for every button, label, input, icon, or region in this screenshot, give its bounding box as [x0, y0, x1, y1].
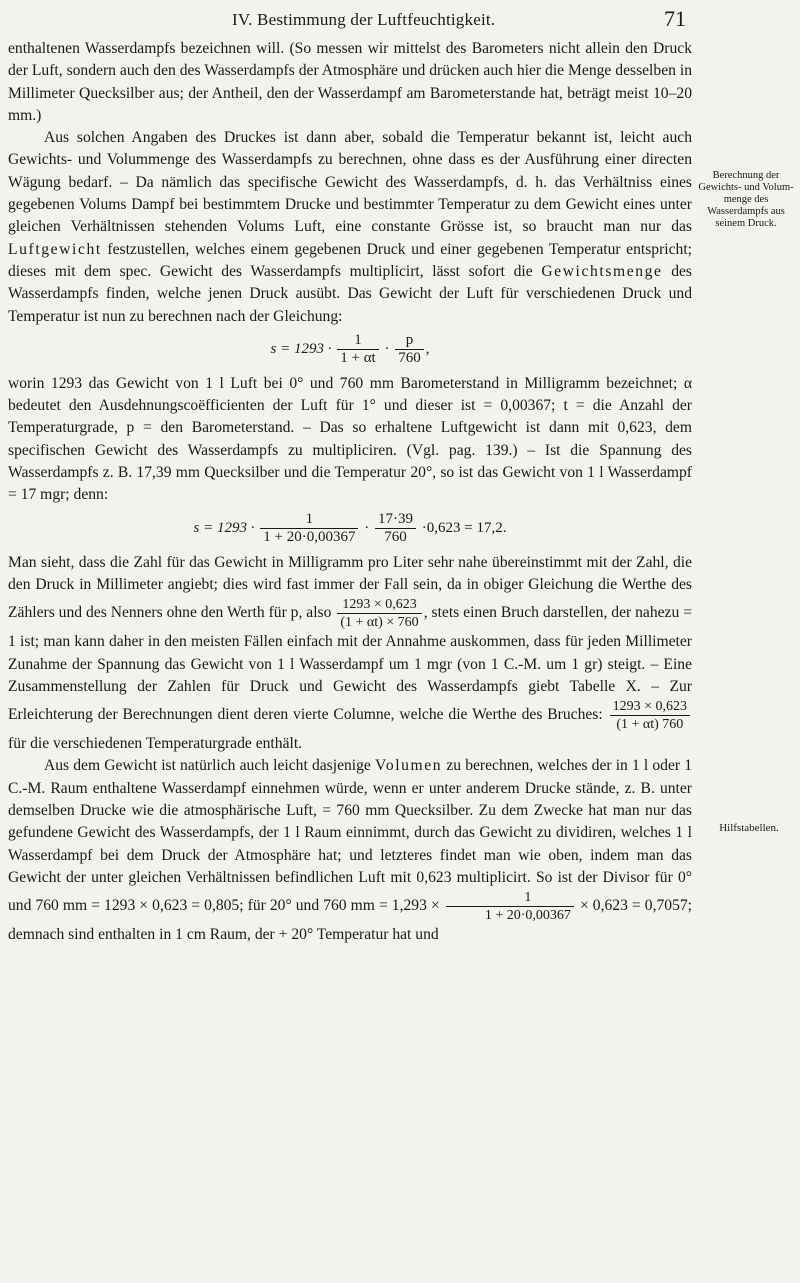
emphasis-volumen: Volumen — [374, 757, 443, 775]
inline-fraction-2 — [610, 698, 690, 733]
paragraph-4-text-c: für die verschiedenen Temperaturgrade enthält. — [8, 735, 303, 753]
paragraph-5-text-c: × 0,623 = 0,7057; demnach sind enthalten in 1 cm Raum, der + 20° Temperatur hat und — [8, 897, 692, 944]
eq2-left: s = 1293 · — [193, 519, 255, 536]
eq2-right: ·0,623 = 17,2. — [421, 519, 507, 536]
eq1-den2: 760 — [398, 349, 421, 366]
frac1-den: (1 + αt) × 760 — [340, 615, 419, 631]
margin-note-2: Hilfstabellen. — [719, 822, 779, 834]
paragraph-4 — [8, 552, 692, 756]
equation-2: s = 1293 · $\frac{1}{1 + 20\cdot 0,00367}$ · $\frac{17\cdot 39}{760}$ ·0,623 = 17,2. — [193, 510, 507, 545]
frac3-den: 1 + 20·0,00367 — [484, 908, 571, 924]
eq1-num2: p — [395, 332, 424, 350]
emphasis-gewichtsmenge: Gewichtsmenge — [541, 262, 663, 280]
eq2-num1: 1 — [260, 511, 358, 529]
paragraph-2-text-b: festzustellen, welches einem gegebenen Druck und einer gegebenen Temperatur entspricht; dieses mit dem spec. Gewicht des Wasserdampfs multiplicirt, lässt sofort die — [8, 240, 693, 280]
page-number: 71 — [664, 6, 686, 31]
eq2-den1: 1 + 20·0,00367 — [263, 528, 356, 545]
emphasis-luftgewicht: Luftgewicht — [8, 240, 102, 258]
eq2-fraction-1 — [260, 511, 358, 546]
eq1-fraction-1 — [337, 332, 379, 367]
equation-1: s = 1293 · $\frac{1}{1 + \alpha t}$ · $\frac{p}{760}$ , — [270, 331, 430, 366]
eq1-num1: 1 — [337, 332, 379, 350]
frac3-num: 1 — [446, 889, 574, 907]
paragraph-2 — [8, 127, 692, 328]
eq2-num2: 17·39 — [375, 511, 416, 529]
paragraph-3 — [8, 373, 692, 507]
eq2-den2: 760 — [384, 528, 407, 545]
paragraph-5 — [8, 755, 692, 946]
margin-note-1: Berechnung der Gewichts- und Volum-menge des Wasserdampfs aus seinem Druck. — [698, 170, 794, 229]
paragraph-5-text-b: zu berechnen, welches der in 1 l oder 1 C.-M. Raum enthaltene Wasserdampf einnehmen würde, wenn er unter anderem Drucke stände, z. B. unter demselben Drucke wie die atmosphärische Luft, = 760 mm Quecksilber. Zu dem Zwecke hat man nur das gefundene Gewicht des Wasserdampfs, der 1 l Raum einnimmt, durch das Gewicht zu dividiren, welches 1 l Wasserdampf bei dem Druck der Atmosphäre hat; und letzteres findet man wie oben, indem man das Gewicht der unter gleichen Verhältnissen befindlichen Luft mit 0,623 multiplicirt. So ist der Divisor für 0° und 760 mm = 1293 × 0,623 = 0,805; für 20° und 760 mm = 1,293 × — [8, 757, 692, 915]
main-text — [8, 38, 692, 947]
paragraph-2-text: Aus solchen Angaben des Druckes ist dann aber, sobald die Temperatur bekannt ist, leicht auch Gewichts- und Volummenge des Wasserdampfs zu berechnen, ohne dass es der Ausführung einer directen Wägung bedarf. – Da nämlich das specifische Gewicht des Wasserdampfs, d. h. das Verhältniss eines gegebenen Volums Dampf bei bestimmtem Drucke und bestimmter Temperatur zu dem Gewicht eines unter gleichen Verhältnissen stehenden Volums Luft, eine constante Grösse ist, so braucht man nur das — [8, 129, 692, 236]
frac2-den: (1 + αt) 760 — [616, 717, 684, 733]
paragraph-4-text-a: Man sieht, dass die Zahl für das Gewicht in Milligramm pro Liter sehr nahe übereinstimmt mit der Zahl, die den Druck in Millimeter angiebt; dies wird fast immer der Fall sein, da in obiger Gleichung die Werthe des Zählers und des Nenners ohne den Werth für p, also — [8, 553, 692, 622]
frac1-num: 1293 × 0,623 — [337, 596, 421, 614]
paragraph-4-text-b: , stets einen Bruch darstellen, der nahezu = 1 ist; man kann daher in den meisten Fällen einfach mit der Annahme auskommen, dass für jeden Millimeter Zunahme der Spannung das Gewicht von 1 l Wasserdampf um 1 mgr (von 1 C.-M. um 1 gr) steigt. – Eine Zusammenstellung der Zahlen für Druck und Gewicht des Wasserdampfs giebt Tabelle X. – Zur Erleichterung der Berechnungen dient deren vierte Columne, welche die Werthe des Bruches: — [8, 604, 692, 724]
inline-fraction-3 — [446, 889, 574, 924]
paragraph-1-text: enthaltenen Wasserdampfs bezeichnen will. (So messen wir mittelst des Barometers nicht allein den Druck der Luft, sondern auch den des Wasserdampfs der Atmosphäre und drücken auch hier die Menge desselben in Millimeter Quecksilber aus; der Antheil, den der Wasserdampf am Barometerstande hat, beträgt meist 10–20 mm.) — [8, 40, 692, 124]
running-header — [0, 6, 800, 36]
paragraph-1 — [8, 38, 692, 127]
eq1-left: s = 1293 · — [270, 340, 332, 357]
eq1-fraction-2 — [395, 332, 424, 367]
header-title: IV. Bestimmung der Luftfeuchtigkeit. — [232, 10, 496, 29]
inline-fraction-1 — [337, 596, 421, 631]
paragraph-5-text-a: Aus dem Gewicht ist natürlich auch leicht dasjenige — [44, 757, 371, 775]
paragraph-3-text: worin 1293 das Gewicht von 1 l Luft bei 0° und 760 mm Barometerstand in Milligramm bezeichnet; α bedeutet den Ausdehnungscoëfficienten der Luft für 1° und dieser ist = 0,00367; t = die Anzahl der Temperaturgrade, p = den Barometerstand. – Das so erhaltene Luftgewicht ist dann mit 0,623, dem specifischen Gewicht des Wasserdampfs zu multipliciren. (Vgl. pag. 139.) – Ist die Spannung des Wasserdampfs z. B. 17,39 mm Quecksilber und die Temperatur 20°, so ist das Gewicht von 1 l Wasserdampf = 17 mgr; denn: — [8, 374, 692, 504]
eq2-fraction-2 — [375, 511, 416, 546]
eq1-den1: 1 + αt — [340, 349, 376, 366]
paragraph-2-text-c: des Wasserdampfs finden, welche jenen Druck ausübt. Das Gewicht der Luft für verschiedenen Druck und Temperatur ist nun zu berechnen nach der Gleichung: — [8, 262, 692, 325]
frac2-num: 1293 × 0,623 — [610, 698, 690, 716]
